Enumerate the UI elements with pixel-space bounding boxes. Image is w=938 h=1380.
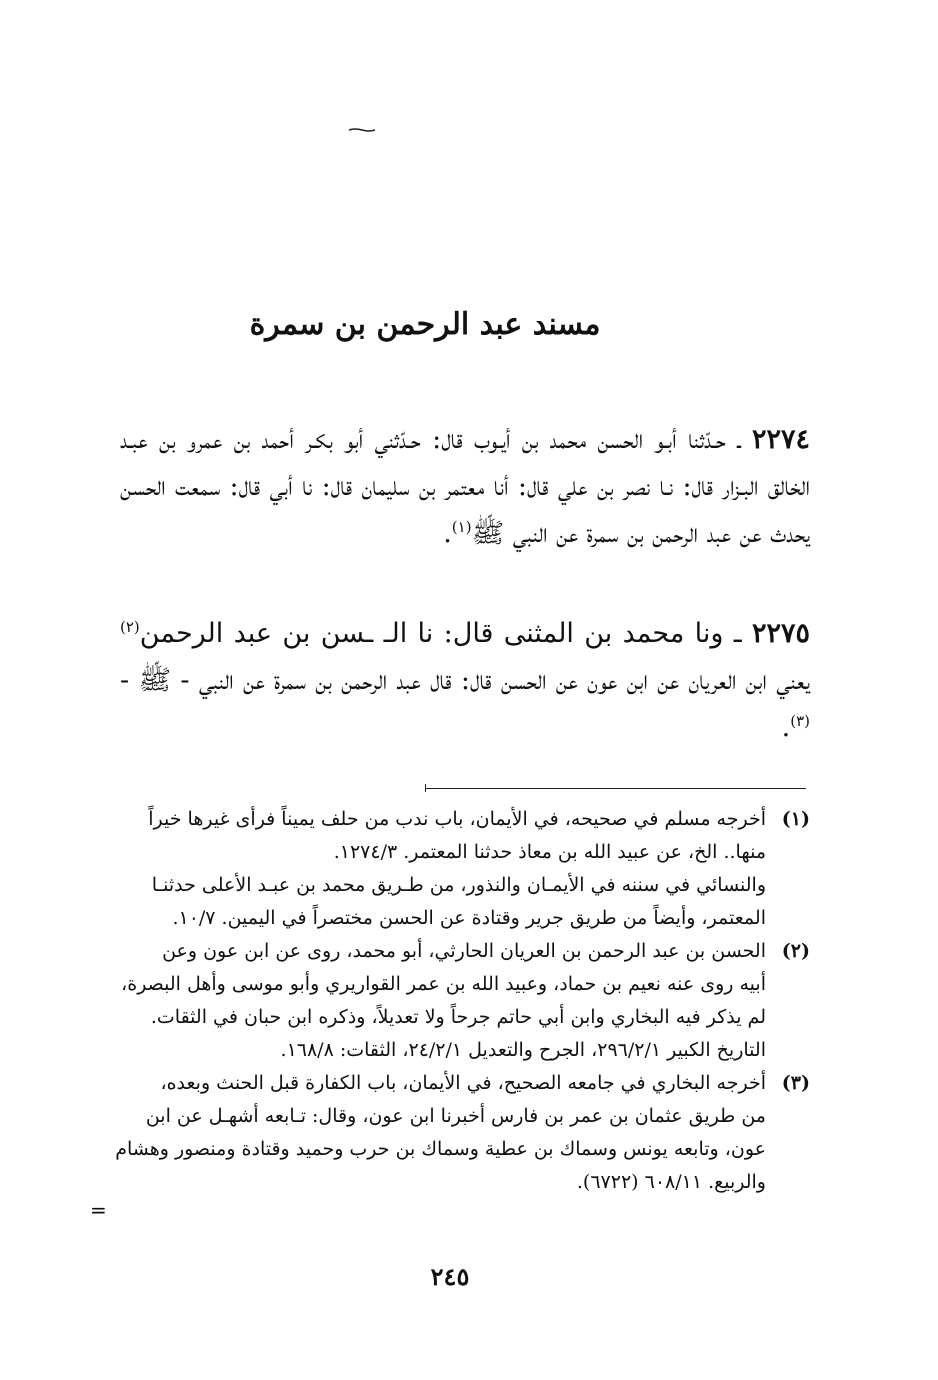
footnote-2 <box>110 935 810 1067</box>
footnote-ref[interactable]: (٢) <box>120 618 140 636</box>
hadith-2275 <box>120 610 810 751</box>
dash: ـ <box>723 618 742 649</box>
chapter-title: مسند عبد الرحمن بن سمرة <box>249 307 601 342</box>
hadith-number: ٢٢٧٤ <box>751 424 810 455</box>
header-ornament <box>348 127 376 133</box>
footnote-number: (٢) <box>781 940 810 962</box>
hadith-text: ونا محمد بن المثنى قال: نا الـ ـسن بن عبد الرحمن <box>139 618 724 649</box>
hadith-number: ٢٢٧٥ <box>751 618 810 649</box>
footnote-line: التاريخ الكبير ٢٩٦/٢/١، الجرح والتعديل ٢٤/٢/١، الثقات: ١٦٨/٨. <box>280 1039 766 1061</box>
footnote-1 <box>110 803 810 935</box>
hadith-text: ابن العريان عن ابن عون عن الحسن قال: قال عبد الرحمن بن <box>315 665 767 696</box>
footnote-line: منها.. الخ، عن عبيد الله بن معاذ حدثنا المعتمر. ١٢٧٤/٣. <box>333 841 766 863</box>
hadith-text: يعني <box>776 665 810 696</box>
footnote-line: أخرجه مسلم في صحيحه، في الأيمان، باب ندب من حلف يميناً فرأى غيرها خيراً <box>148 808 766 830</box>
footnote-line: المعتمر، وأيضاً من طريق جرير وقتادة عن الحسن مختصراً في اليمين. ١٠/٧. <box>172 907 766 929</box>
footnote-3 <box>110 1067 810 1199</box>
hadith-text: أحمد بن عمرو بن عبـد الخالق البـزار قال: نـا نصر بن علي <box>120 424 811 502</box>
footnote-line: عون، وتابعه يونس وسماك بن عطية وسماك بن حرب وحميد وقتادة ومنصور وهشام <box>115 1138 766 1160</box>
hadith-text: قال: أنا معتمر بن سليمان قال: نا أبي قال: سمعت الحسن <box>120 471 549 502</box>
footnote-ref[interactable]: (٣) <box>790 712 810 730</box>
footnote-number: (٣) <box>781 1072 810 1094</box>
footnote-separator <box>425 788 806 789</box>
hadith-text: سمرة عن النبي - ﷺ - <box>120 665 306 696</box>
footnote-separator-tick <box>425 784 426 792</box>
footnote-line: من طريق عثمان بن عمر بن فارس أخبرنا ابن عون، وقال: تـابعه أشهـل عن ابن <box>145 1105 766 1127</box>
footnote-line: لم يذكر فيه البخاري وابن أبي حاتم جرحاً ولا تعديلاً، وذكره ابن حبان في الثقات. <box>150 1006 766 1028</box>
footnote-ref[interactable]: (١) <box>451 518 472 536</box>
page-number: ٢٤٥ <box>430 1262 470 1291</box>
footnote-line: والربيع. ٦٠٨/١١ (٦٧٢٢). <box>576 1171 766 1193</box>
hadith-end: . <box>781 712 791 743</box>
footnote-line: الحسن بن عبد الرحمن بن العريان الحارثي، أبو محمد، روى عن ابن عون وعن <box>162 940 766 962</box>
footnote-line: والنسائي في سننه في الأيمـان والنذور، من طـريق محمد بن عبـد الأعلى حدثنـا <box>151 874 766 896</box>
footnotes <box>110 803 810 1199</box>
footnote-line: أخرجه البخاري في جامعه الصحيح، في الأيمان، باب الكفارة قبل الحنث وبعده، <box>160 1072 766 1094</box>
margin-mark: = <box>90 1198 107 1222</box>
footnote-line: أبيه روى عنه نعيم بن حماد، وعبيد الله بن عمر القواريري وأبو موسى وأهل البصرة، <box>121 973 766 995</box>
hadith-text: يحدث عن عبد الرحمن بن سمرة عن النبي ﷺ <box>471 518 810 549</box>
hadith-end: . <box>443 518 452 549</box>
hadith-text: حـدّثنا أبـو الحسن محمد بن أيـوب قال: حـدّثني أبو بكـر <box>305 424 726 455</box>
dash: ـ <box>725 424 741 455</box>
hadith-2274 <box>120 416 810 557</box>
footnote-number: (١) <box>781 808 810 830</box>
